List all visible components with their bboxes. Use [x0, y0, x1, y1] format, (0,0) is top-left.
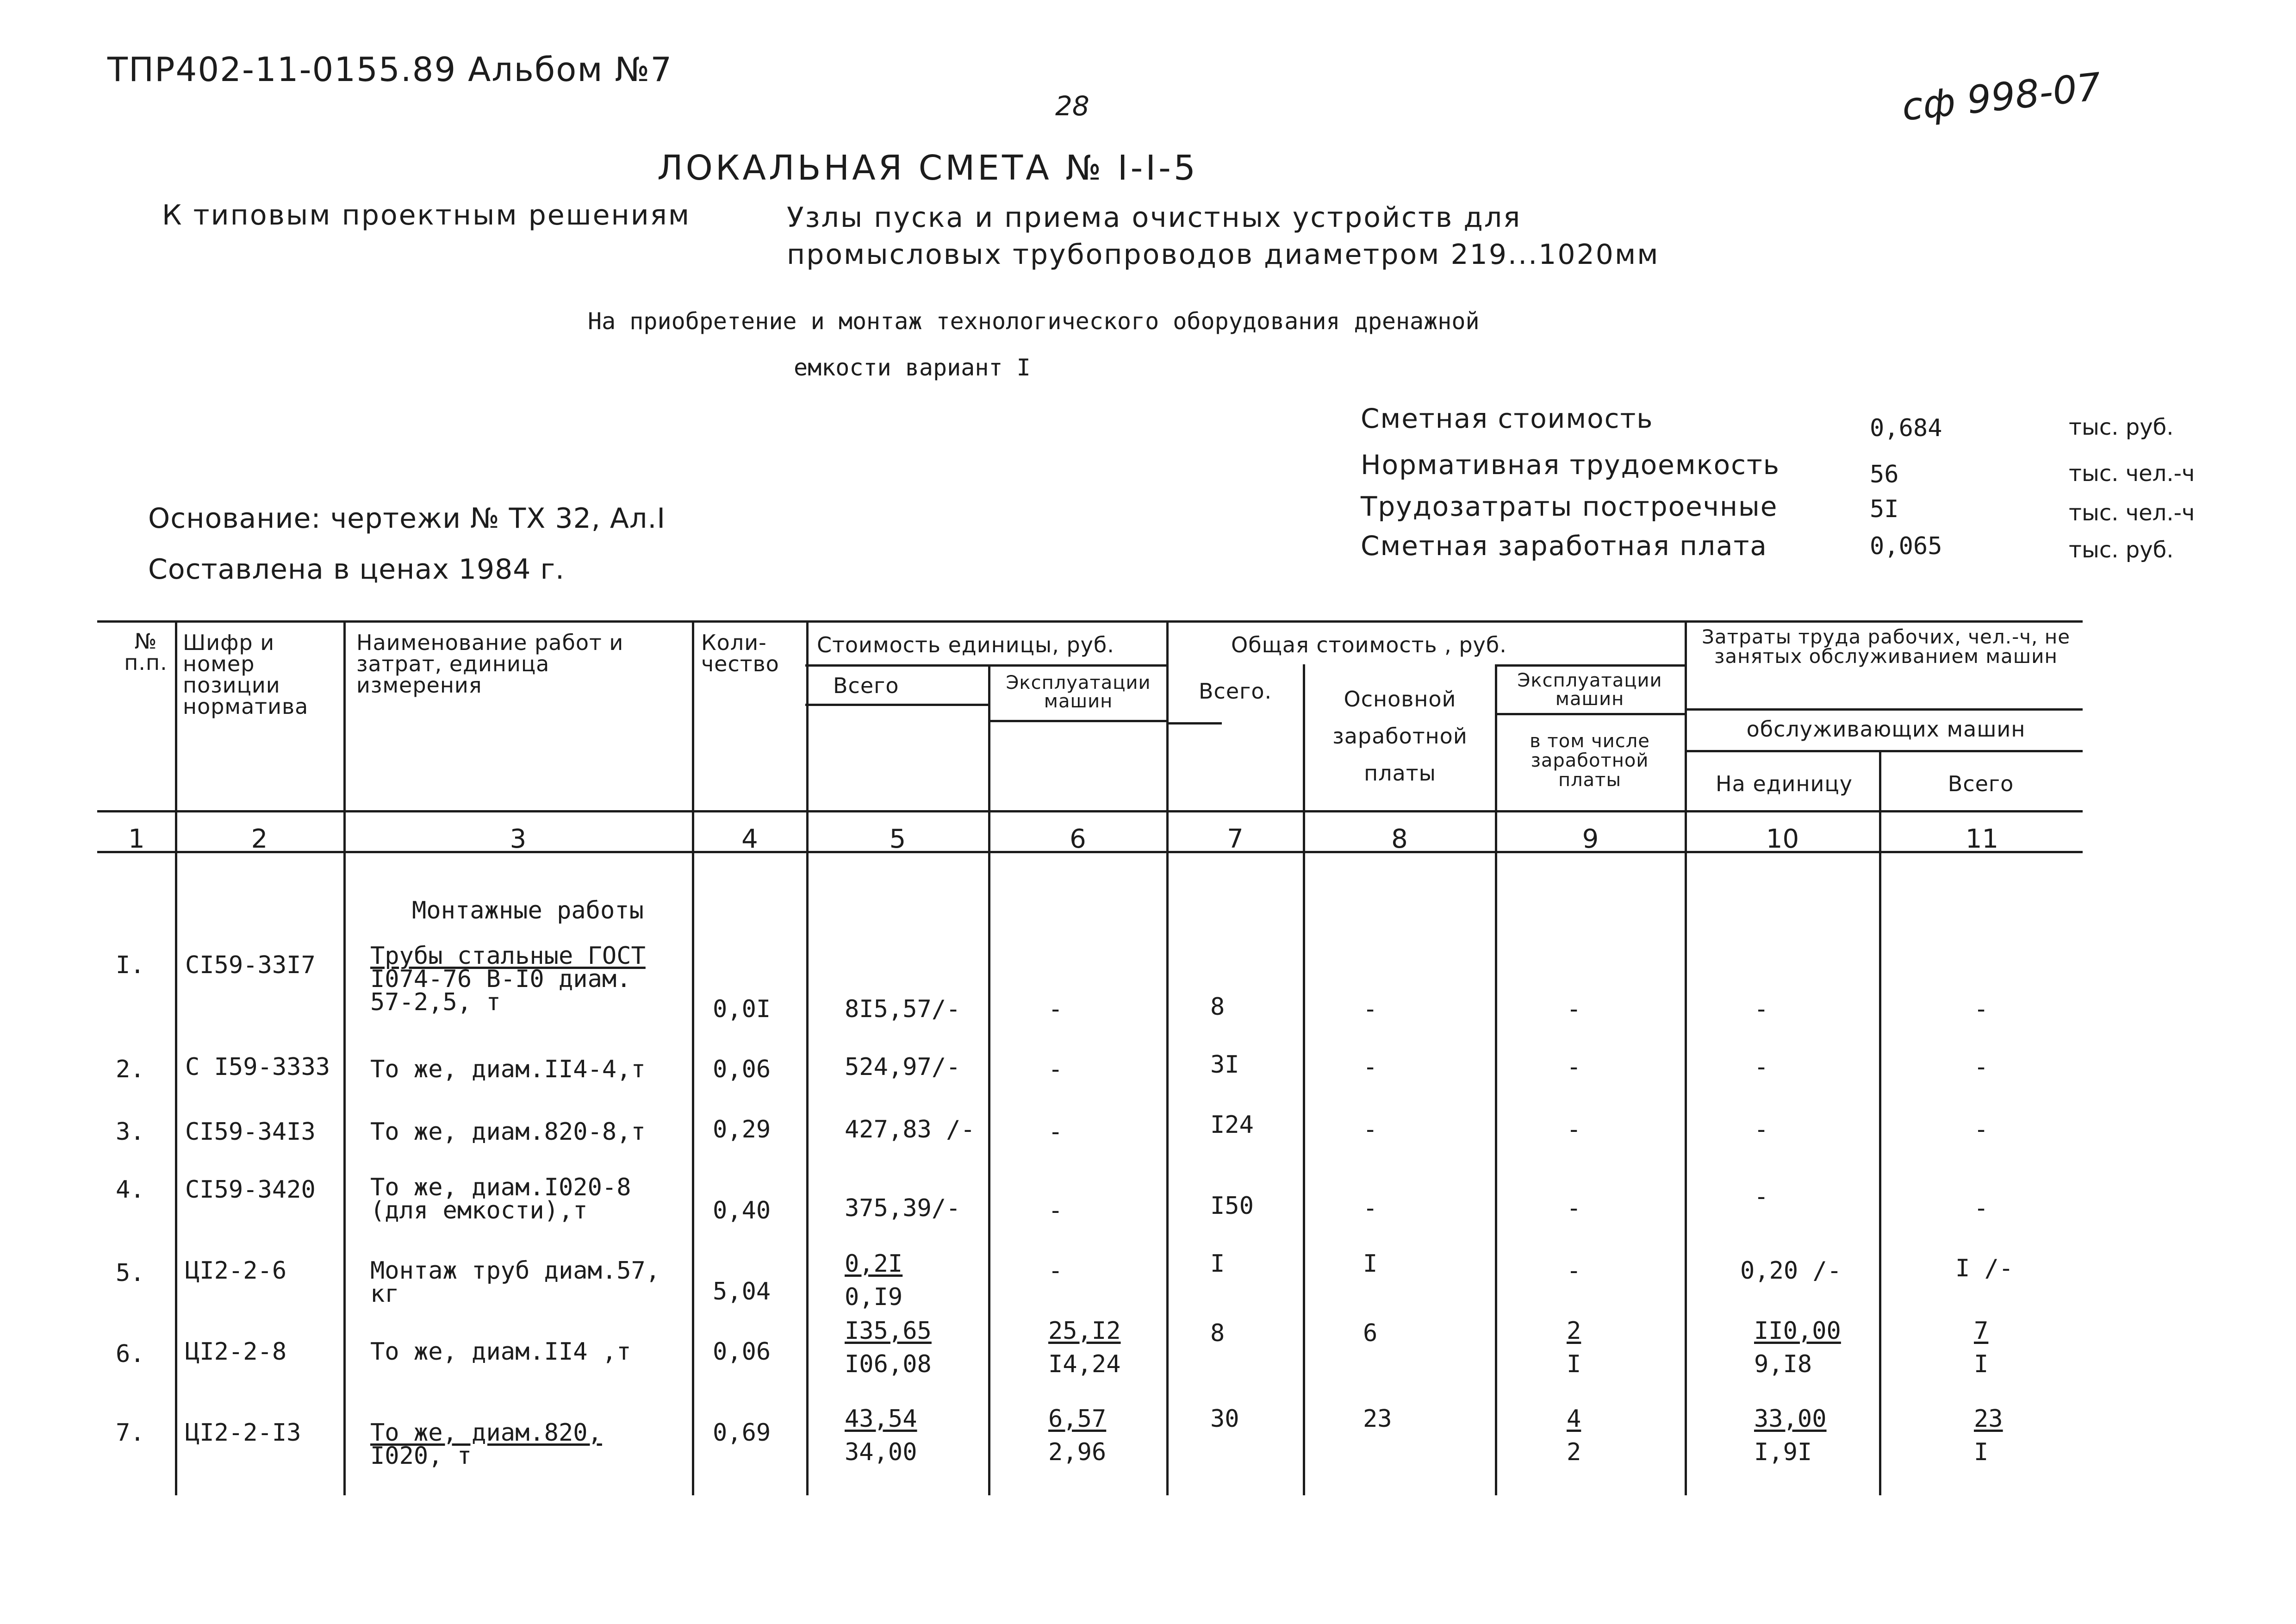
row-machines: - [1567, 1194, 1581, 1222]
row-wage: - [1363, 995, 1378, 1023]
header-bottom-border [97, 810, 2083, 812]
row-unit-machines [1048, 1407, 1106, 1464]
row-number: 2. [116, 1056, 145, 1083]
row-name [370, 1257, 660, 1308]
row-name-line: кг [370, 1280, 399, 1308]
row-code: CI59-3420 [185, 1176, 316, 1204]
row-quantity: 0,29 [713, 1116, 771, 1143]
column-divider [1685, 620, 1687, 1495]
column-number: 9 [1582, 824, 1599, 854]
summary-unit: тыс. руб. [2069, 537, 2174, 563]
summary-unit: тыс. руб. [2069, 414, 2174, 440]
row-quantity: 5,04 [713, 1278, 771, 1305]
row-machines: - [1567, 995, 1581, 1023]
row-wage: - [1363, 1194, 1378, 1222]
header-subline [990, 720, 1169, 722]
column-number: 5 [889, 824, 906, 854]
row-machines: - [1567, 1053, 1581, 1081]
row-number: 3. [116, 1118, 145, 1146]
row-labor-total-numerator: 7 [1974, 1317, 1989, 1345]
row-total: 3I [1210, 1051, 1239, 1079]
row-labor-unit: - [1754, 1053, 1769, 1081]
row-unit-total [845, 1252, 902, 1309]
basis-line: Основание: чертежи № ТХ 32, Ал.I [148, 502, 666, 535]
header-col2: Шифр и номер позиции норматива [183, 630, 309, 719]
row-total: I50 [1210, 1192, 1254, 1220]
row-quantity: 0,40 [713, 1197, 771, 1224]
header-col11: Всего [1948, 771, 2014, 796]
row-unit-machines: - [1048, 1056, 1063, 1083]
header-subline [1166, 722, 1222, 725]
column-divider [175, 620, 177, 1495]
row-labor-total: - [1974, 1053, 1989, 1081]
row-unit-total-numerator: 0,2I [845, 1250, 903, 1278]
project-name-line2: промысловых трубопроводов диаметром 219...1020мм [787, 238, 1660, 271]
row-total: I24 [1210, 1111, 1254, 1139]
row-total: 8 [1210, 1319, 1225, 1347]
row-unit-total: 375,39/- [845, 1194, 961, 1222]
row-machines: - [1567, 1116, 1581, 1143]
row-labor-unit-numerator: II0,00 [1754, 1317, 1841, 1345]
row-name-line: Трубы стальные ГОСТ [370, 942, 646, 970]
row-wage: - [1363, 1053, 1378, 1081]
summary-label: Сметная заработная плата [1361, 530, 1767, 562]
row-total: 30 [1210, 1405, 1239, 1433]
row-labor-total: I /- [1955, 1255, 2014, 1282]
stamp-number: сф 998-07 [1900, 65, 2103, 130]
row-quantity: 0,06 [713, 1338, 771, 1366]
row-name-line: I020, т [370, 1442, 472, 1470]
row-machines-denominator: I [1567, 1350, 1581, 1378]
row-labor-total [1974, 1319, 1988, 1376]
row-machines-denominator: 2 [1567, 1438, 1581, 1466]
project-name [787, 199, 1659, 273]
header-subline [805, 664, 1169, 667]
row-name-line: То же, диам.820, [370, 1419, 602, 1447]
row-machines [1567, 1407, 1581, 1464]
summary-value: 56 [1870, 461, 1899, 488]
row-unit-total-numerator: I35,65 [845, 1317, 932, 1345]
project-reference-label: К типовым проектным решениям [162, 199, 691, 231]
row-number: 4. [116, 1176, 145, 1204]
row-unit-machines-numerator: 6,57 [1048, 1405, 1107, 1433]
row-labor-unit-denominator: I,9I [1754, 1438, 1812, 1466]
row-labor-unit [1754, 1407, 1827, 1464]
row-machines: - [1567, 1257, 1581, 1285]
row-quantity: 0,06 [713, 1056, 771, 1083]
row-unit-total [845, 1319, 932, 1376]
header-unit-cost-group: Стоимость единицы, руб. [817, 632, 1114, 657]
row-labor-total [1974, 1407, 2003, 1464]
row-wage: 23 [1363, 1405, 1392, 1433]
row-name [370, 944, 646, 1014]
row-number: I. [116, 951, 145, 979]
summary-label: Трудозатраты построечные [1361, 491, 1778, 522]
row-unit-total-denominator: I06,08 [845, 1350, 932, 1378]
column-number: 3 [510, 824, 527, 854]
row-code: CI59-34I3 [185, 1118, 316, 1146]
column-number: 1 [128, 824, 145, 854]
header-total-cost-group: Общая стоимость , руб. [1231, 632, 1507, 657]
column-divider [1879, 750, 1881, 1495]
purpose-line2: емкости вариант I [794, 354, 1031, 381]
row-name-line: I074-76 В-I0 диам. [370, 965, 631, 993]
header-subline [1685, 708, 2083, 711]
row-number: 5. [116, 1259, 145, 1287]
column-divider [343, 620, 346, 1495]
row-labor-unit: - [1754, 995, 1769, 1023]
row-labor-unit: - [1754, 1116, 1769, 1143]
summary-label: Сметная стоимость [1361, 403, 1654, 434]
column-number: 2 [251, 824, 268, 854]
row-name [370, 1421, 602, 1468]
header-col3: Наименование работ и затрат, единица измерения [356, 630, 624, 698]
row-unit-machines-denominator: I4,24 [1048, 1350, 1121, 1378]
summary-value: 5I [1870, 495, 1899, 523]
row-unit-total: 524,97/- [845, 1053, 961, 1081]
row-name-line: То же, диам.I020-8 [370, 1174, 631, 1201]
column-number: 11 [1965, 824, 1999, 854]
section-title: Монтажные работы [412, 897, 644, 924]
row-unit-total-denominator: 0,I9 [845, 1283, 903, 1311]
row-unit-total [845, 1407, 917, 1464]
row-unit-total-numerator: 43,54 [845, 1405, 917, 1433]
column-divider [988, 664, 990, 1495]
row-code: CI59-33I7 [185, 951, 316, 979]
row-number: 6. [116, 1340, 145, 1368]
row-labor-total-denominator: I [1974, 1438, 1989, 1466]
column-number: 6 [1070, 824, 1086, 854]
purpose-line1: На приобретение и монтаж технологического оборудования дренажной [588, 308, 1480, 335]
row-machines-numerator: 2 [1567, 1317, 1581, 1345]
header-labor-group: Затраты труда рабочих, чел.-ч, не занятых обслуживанием машин [1701, 625, 2071, 668]
row-number: 7. [116, 1419, 145, 1447]
row-labor-unit [1754, 1319, 1841, 1376]
header-col8: Основной заработной платы [1332, 687, 1468, 786]
column-divider [806, 620, 809, 1495]
row-labor-total: - [1974, 1116, 1989, 1143]
row-unit-machines-numerator: 25,I2 [1048, 1317, 1121, 1345]
column-divider [692, 620, 694, 1495]
header-labor-machines: обслуживающих машин [1746, 717, 2026, 742]
row-labor-total: - [1974, 1194, 1989, 1222]
price-basis-line: Составлена в ценах 1984 г. [148, 553, 565, 586]
row-machines-numerator: 4 [1567, 1405, 1581, 1433]
row-quantity: 0,0I [713, 995, 771, 1023]
row-name: То же, диам.820-8,т [370, 1118, 646, 1146]
summary-value: 0,065 [1870, 532, 1942, 560]
row-unit-machines-denominator: 2,96 [1048, 1438, 1107, 1466]
column-number: 8 [1391, 824, 1408, 854]
row-code: ЦI2-2-8 [185, 1338, 287, 1366]
page-number: 28 [1055, 90, 1089, 122]
header-col6: Эксплуатации машин [1006, 672, 1151, 712]
row-total: 8 [1210, 993, 1225, 1021]
row-name: То же, диам.II4-4,т [370, 1056, 646, 1083]
table-top-border [97, 620, 2083, 623]
column-divider [1495, 664, 1497, 1495]
row-unit-total: 427,83 /- [845, 1116, 975, 1143]
row-unit-machines: - [1048, 995, 1063, 1023]
row-wage: I [1363, 1250, 1378, 1278]
header-subline [1685, 750, 2083, 752]
row-unit-machines: - [1048, 1257, 1063, 1285]
row-unit-total: 8I5,57/- [845, 995, 961, 1023]
row-wage: 6 [1363, 1319, 1378, 1347]
column-number: 10 [1766, 824, 1799, 854]
row-unit-machines: - [1048, 1197, 1063, 1224]
row-code: ЦI2-2-I3 [185, 1419, 301, 1447]
header-spacer [1166, 664, 1685, 667]
row-labor-unit-numerator: 33,00 [1754, 1405, 1827, 1433]
row-name-line: Монтаж труб диам.57, [370, 1257, 660, 1285]
header-col9-wage: в том числе заработной платы [1530, 731, 1650, 791]
column-number: 7 [1227, 824, 1244, 854]
row-code: С I59-3333 [185, 1053, 330, 1081]
row-quantity: 0,69 [713, 1419, 771, 1447]
column-divider [1303, 664, 1305, 1495]
row-machines [1567, 1319, 1581, 1376]
row-name [370, 1176, 631, 1222]
row-wage: - [1363, 1116, 1378, 1143]
header-col4: Коли- чество [701, 630, 779, 676]
column-divider [1166, 620, 1169, 1495]
album-reference: ТПР402-11-0155.89 Альбом №7 [107, 50, 673, 89]
row-name-line: (для емкости),т [370, 1197, 588, 1224]
row-code: ЦI2-2-6 [185, 1257, 287, 1285]
column-number: 4 [741, 824, 758, 854]
summary-label: Нормативная трудоемкость [1361, 449, 1780, 481]
row-labor-total: - [1974, 995, 1989, 1023]
row-total: I [1210, 1250, 1225, 1278]
header-subline [805, 704, 990, 706]
header-col7: Всего. [1199, 679, 1272, 704]
summary-unit: тыс. чел.-ч [2069, 461, 2195, 487]
row-unit-machines: - [1048, 1118, 1063, 1146]
header-col9-machines: Эксплуатации машин [1517, 670, 1662, 710]
header-col5: Всего [833, 673, 899, 698]
row-labor-unit: 0,20 /- [1740, 1257, 1842, 1285]
header-subline [1495, 713, 1685, 715]
summary-unit: тыс. чел.-ч [2069, 500, 2195, 526]
row-unit-total-denominator: 34,00 [845, 1438, 917, 1466]
row-labor-total-denominator: I [1974, 1350, 1989, 1378]
row-labor-total-numerator: 23 [1974, 1405, 2003, 1433]
summary-value: 0,684 [1870, 414, 1942, 442]
project-name-line1: Узлы пуска и приема очистных устройств для [787, 201, 1522, 234]
header-col10: На единицу [1716, 771, 1853, 796]
row-labor-unit: - [1754, 1183, 1769, 1211]
header-col1: № п.п. [124, 629, 168, 675]
row-name: То же, диам.II4 ,т [370, 1338, 631, 1366]
row-unit-machines [1048, 1319, 1121, 1376]
row-name-line: 57-2,5, т [370, 988, 501, 1016]
document-title: ЛОКАЛЬНАЯ СМЕТА № I-I-5 [657, 148, 1198, 188]
row-labor-unit-denominator: 9,I8 [1754, 1350, 1812, 1378]
